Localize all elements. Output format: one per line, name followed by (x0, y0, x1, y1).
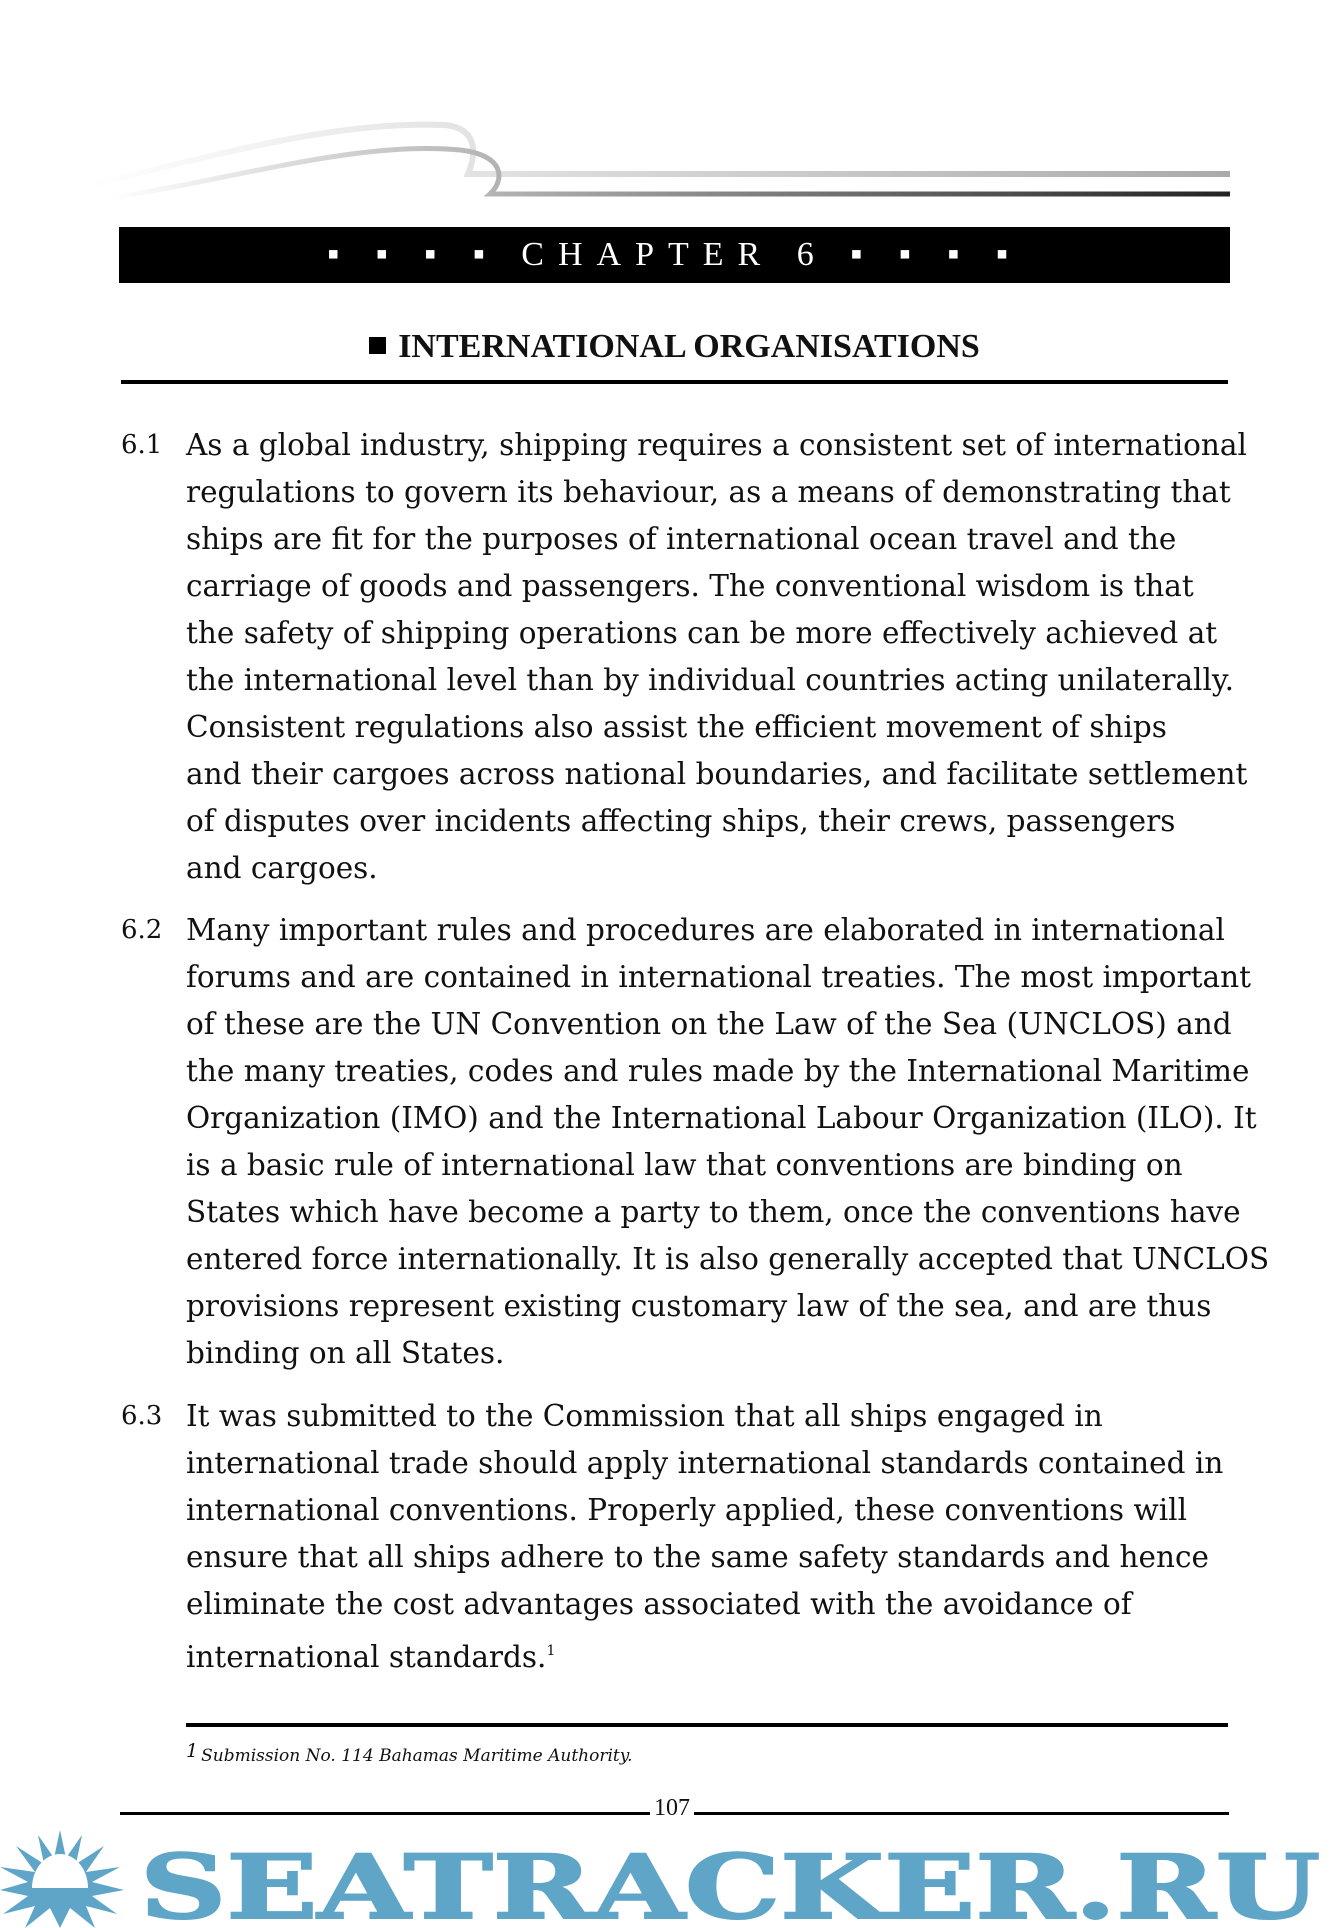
paragraph-number: 6.3 (121, 1401, 163, 1431)
text-line: of these are the UN Convention on the Law of the Sea (UNCLOS) and (186, 1007, 1232, 1041)
text-line: entered force internationally. It is also generally accepted that UNCLOS (186, 1242, 1270, 1276)
text-line: It was submitted to the Commission that all ships engaged in (186, 1399, 1103, 1433)
page-number: 107 (650, 1794, 694, 1822)
text-line: carriage of goods and passengers. The conventional wisdom is that (186, 569, 1194, 603)
footnote (186, 1740, 633, 1766)
footnote-text: Submission No. 114 Bahamas Maritime Authority. (201, 1746, 633, 1766)
text-line: ensure that all ships adhere to the same safety standards and hence (186, 1540, 1209, 1574)
square-bullet-icon (369, 337, 386, 354)
text-line: eliminate the cost advantages associated with the avoidance of (186, 1587, 1132, 1621)
heading-rule (121, 380, 1228, 384)
text-line: Many important rules and procedures are elaborated in international (186, 913, 1225, 947)
watermark-logo (0, 1830, 1337, 1928)
text-line: of disputes over incidents affecting ships, their crews, passengers (186, 804, 1176, 838)
text-line: regulations to govern its behaviour, as a means of demonstrating that (186, 475, 1231, 509)
chapter-banner (119, 227, 1230, 283)
text-line: ships are fit for the purposes of international ocean travel and the (186, 522, 1177, 556)
text-line: international trade should apply international standards contained in (186, 1446, 1224, 1480)
paragraph-number: 6.2 (121, 915, 163, 945)
text-line: States which have become a party to them, once the conventions have (186, 1195, 1241, 1229)
text-line: and cargoes. (186, 851, 378, 885)
footnote-number: 1 (186, 1740, 199, 1762)
paragraph-6-2 (121, 907, 1270, 1377)
header-swoosh-decoration (0, 110, 1337, 210)
watermark-text: SEATRACKER.RU (140, 1835, 1320, 1928)
footnote-reference[interactable]: 1 (546, 1643, 556, 1659)
footnote-rule (186, 1723, 1228, 1727)
text-line: As a global industry, shipping requires a consistent set of international (186, 428, 1247, 462)
text-line: international standards. (186, 1640, 547, 1674)
paragraph-6-3 (121, 1393, 1231, 1681)
section-heading (119, 328, 1230, 366)
text-line: Consistent regulations also assist the efficient movement of ships (186, 710, 1167, 744)
text-line: provisions represent existing customary law of the sea, and are thus (186, 1289, 1212, 1323)
text-line: and their cargoes across national boundaries, and facilitate settlement (186, 757, 1248, 791)
text-line: the safety of shipping operations can be more effectively achieved at (186, 616, 1218, 650)
text-line-with-ref (186, 1628, 1231, 1681)
text-line: international conventions. Properly applied, these conventions will (186, 1493, 1187, 1527)
text-line: Organization (IMO) and the International Labour Organization (ILO). It (186, 1101, 1257, 1135)
heading-text: INTERNATIONAL ORGANISATIONS (398, 328, 980, 365)
paragraph-number: 6.1 (121, 430, 163, 460)
chapter-label: ▪ ▪ ▪ ▪ CHAPTER 6 ▪ ▪ ▪ ▪ (327, 236, 1022, 273)
text-line: the many treaties, codes and rules made by the International Maritime (186, 1054, 1250, 1088)
text-line: is a basic rule of international law that conventions are binding on (186, 1148, 1183, 1182)
text-line: forums and are contained in international treaties. The most important (186, 960, 1251, 994)
paragraph-6-1 (121, 422, 1248, 892)
text-line: the international level than by individual countries acting unilaterally. (186, 663, 1235, 697)
text-line: binding on all States. (186, 1336, 505, 1370)
